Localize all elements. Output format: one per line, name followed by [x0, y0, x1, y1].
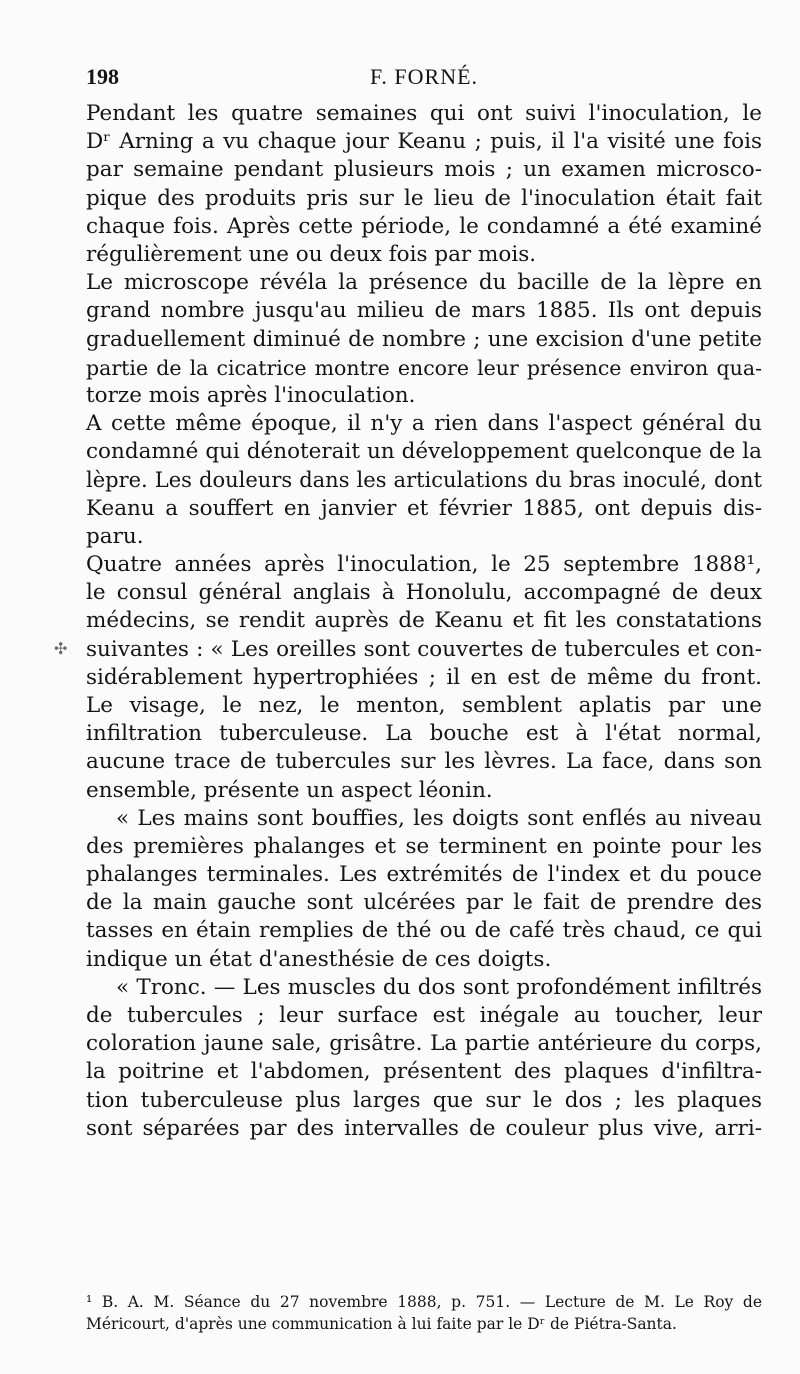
text-line: torze mois après l'inoculation. [86, 382, 416, 408]
text-line: sidérablement hypertrophiées ; il en est de même du front. [86, 664, 762, 690]
text-line: indique un état d'anesthésie de ces doigts. [86, 946, 552, 972]
text-line: Le visage, le nez, le menton, semblent aplatis par une [86, 692, 762, 718]
text-line: suivantes : « Les oreilles sont couvertes de tubercules et con- [86, 636, 762, 662]
text-line: grand nombre jusqu'au milieu de mars 1885. Ils ont depuis [86, 298, 762, 324]
body-text [86, 100, 762, 1143]
text-line: graduellement diminué de nombre ; une excision d'une petite [86, 326, 762, 352]
text-line: phalanges terminales. Les extrémités de l'index et du pouce [86, 862, 762, 888]
text-line: tasses en étain remplies de thé ou de café très chaud, ce qui [86, 918, 762, 944]
footnote-line: ¹ B. A. M. Séance du 27 novembre 1888, p. 751. — Lecture de M. Le Roy de [86, 1293, 762, 1311]
text-line: par semaine pendant plusieurs mois ; un examen microsco- [86, 157, 762, 183]
text-line: la poitrine et l'abdomen, présentent des plaques d'infiltra- [86, 1059, 762, 1085]
text-line: Dʳ Arning a vu chaque jour Keanu ; puis, il l'a visité une fois [86, 129, 762, 155]
text-line: Quatre années après l'inoculation, le 25 septembre 1888¹, [86, 552, 762, 577]
text-line: lèpre. Les douleurs dans les articulations du bras inoculé, dont [86, 468, 762, 493]
text-line: « Les mains sont bouffies, les doigts sont enflés au niveau [116, 805, 762, 831]
text-line: chaque fois. Après cette période, le condamné a été examiné [86, 213, 762, 239]
page-header [86, 64, 762, 90]
text-line: de tubercules ; leur surface est inégale au toucher, leur [86, 1003, 762, 1028]
text-line: le consul général anglais à Honolulu, accompagné de deux [86, 580, 762, 606]
text-line: « Tronc. — Les muscles du dos sont profondément infiltrés [116, 974, 762, 1000]
text-line: paru. [86, 523, 144, 549]
text-line: Le microscope révéla la présence du bacille de la lèpre en [86, 270, 762, 296]
text-line: des premières phalanges et se terminent en pointe pour les [86, 833, 762, 859]
text-line: régulièrement une ou deux fois par mois. [86, 241, 537, 267]
text-line: A cette même époque, il n'y a rien dans l'aspect général du [86, 411, 762, 437]
running-head: F. FORNÉ. [369, 64, 479, 89]
text-line: tion tuberculeuse plus larges que sur le dos ; les plaques [86, 1087, 762, 1113]
text-line: de la main gauche sont ulcérées par le fait de prendre des [86, 890, 762, 916]
text-line: Pendant les quatre semaines qui ont suivi l'inoculation, le [86, 101, 762, 126]
text-line: coloration jaune sale, grisâtre. La partie antérieure du corps, [86, 1031, 762, 1057]
footnote-line: Méricourt, d'après une communication à lui faite par le Dʳ de Piétra-Santa. [86, 1315, 677, 1333]
text-line: aucune trace de tubercules sur les lèvres. La face, dans son [86, 749, 762, 775]
text-line: Keanu a souffert en janvier et février 1885, ont depuis dis- [86, 495, 762, 521]
text-line: infiltration tuberculeuse. La bouche est à l'état normal, [86, 721, 762, 747]
text-line: sont séparées par des intervalles de couleur plus vive, arri- [86, 1115, 762, 1141]
text-line: condamné qui dénoterait un développement quelconque de la [86, 439, 762, 465]
ink-blot-icon: ✣ [54, 639, 68, 658]
text-line: partie de la cicatrice montre encore leur présence environ qua- [86, 355, 762, 380]
footnotes [86, 1291, 762, 1335]
text-line: ensemble, présente un aspect léonin. [86, 777, 493, 803]
page-number: 198 [86, 64, 119, 89]
text-line: pique des produits pris sur le lieu de l'inoculation était fait [86, 185, 762, 211]
text-line: médecins, se rendit auprès de Keanu et fit les constatations [86, 608, 762, 634]
